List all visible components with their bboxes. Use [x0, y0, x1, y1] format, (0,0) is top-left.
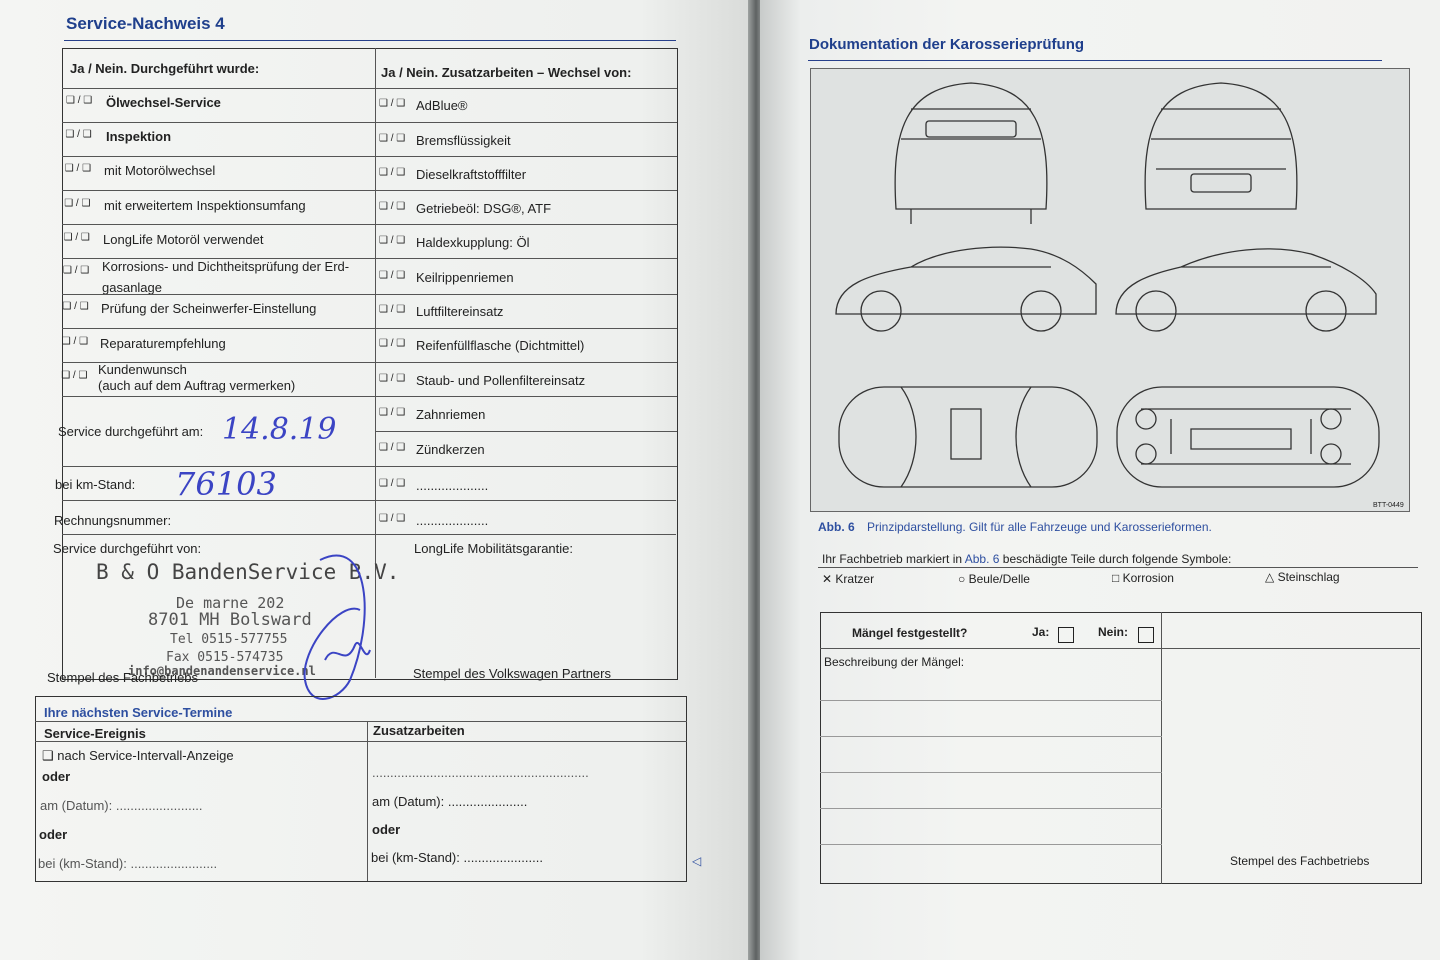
extra-work-label: ....................: [416, 478, 489, 493]
table-row-divider: [375, 122, 677, 123]
service-date-handwritten: 14.8.19: [222, 412, 337, 447]
extra-work-label: Bremsflüssigkeit: [416, 133, 511, 148]
yes-no-checkbox[interactable]: ❑ / ❑: [64, 163, 92, 174]
figure-code: BTT-0449: [1373, 502, 1404, 509]
caption-text: Prinzipdarstellung. Gilt für alle Fahrzeuge und Karosserieformen.: [867, 520, 1212, 534]
stamp-label-workshop: Stempel des Fachbetriebs: [47, 670, 199, 685]
table-row-divider: [375, 224, 677, 225]
dealer-stamp-line: De marne 202: [176, 594, 285, 612]
symbol-scratch: ✕ Kratzer: [822, 572, 875, 586]
symbol-corrosion: □ Korrosion: [1112, 571, 1174, 585]
table-row-divider: [62, 466, 676, 467]
table-row-divider: [62, 328, 376, 329]
invoice-label: Rechnungsnummer:: [54, 513, 172, 528]
service-item-label: mit Motorölwechsel: [104, 163, 216, 178]
extra-work-label: Keilrippenriemen: [416, 270, 514, 285]
service-item-label: Kundenwunsch: [98, 362, 187, 377]
symbol-dent: ○ Beule/Delle: [958, 572, 1030, 586]
next-head-left: Service-Ereignis: [44, 726, 146, 741]
stamp-label-partner: Stempel des Volkswagen Partners: [413, 666, 611, 681]
car-views-drawing: [811, 69, 1409, 511]
next-left-line: oder: [42, 769, 71, 784]
right-page: [760, 0, 1440, 960]
yes-no-checkbox[interactable]: ❑ / ❑: [61, 336, 89, 347]
defects-no-label: Nein:: [1098, 625, 1128, 639]
service-item-label: Ölwechsel-Service: [106, 95, 221, 110]
yes-no-checkbox[interactable]: ❑ / ❑: [63, 232, 90, 243]
page-title-right: Dokumentation der Karosserieprüfung: [809, 36, 1085, 53]
instruction-pre: Ihr Fachbetrieb markiert in: [822, 552, 963, 566]
yes-no-checkbox[interactable]: ❑ / ❑: [61, 370, 88, 381]
extra-work-label: Haldexkupplung: Öl: [416, 235, 530, 250]
table-row-divider: [375, 88, 677, 89]
yes-no-checkbox[interactable]: ❑ / ❑: [66, 95, 93, 106]
defects-question: Mängel festgestellt?: [852, 626, 968, 640]
service-item-label: gasanlage: [102, 280, 162, 295]
extra-work-label: AdBlue®: [416, 98, 468, 113]
table-row-divider: [62, 258, 376, 259]
table-row-divider: [375, 258, 677, 259]
yes-no-checkbox[interactable]: ❑ / ❑: [379, 513, 406, 524]
yes-no-checkbox[interactable]: ❑ / ❑: [63, 265, 90, 276]
yes-no-checkbox[interactable]: ❑ / ❑: [379, 407, 406, 418]
defects-no-checkbox[interactable]: [1138, 627, 1154, 643]
yes-no-checkbox[interactable]: ❑ / ❑: [379, 338, 406, 349]
next-right-line: bei (km-Stand): ......................: [371, 850, 543, 865]
table-head-right: Ja / Nein. Zusatzarbeiten – Wechsel von:: [381, 65, 632, 80]
extra-work-label: Reifenfüllflasche (Dichtmittel): [416, 338, 585, 353]
defects-yes-checkbox[interactable]: [1058, 627, 1074, 643]
page-title: Service-Nachweis 4: [66, 14, 225, 33]
service-item-label: Korrosions- und Dichtheitsprüfung der Erd-: [102, 259, 350, 274]
dealer-stamp-line: Tel 0515-577755: [170, 632, 288, 647]
table-row-divider: [62, 294, 376, 295]
yes-no-checkbox[interactable]: ❑ / ❑: [379, 304, 406, 315]
service-item-label: (auch auf dem Auftrag vermerken): [98, 378, 296, 393]
workshop-stamp-label: Stempel des Fachbetriebs: [1230, 854, 1370, 868]
yes-no-checkbox[interactable]: ❑ / ❑: [379, 167, 406, 178]
table-row-divider: [62, 190, 376, 191]
table-head-left: Ja / Nein. Durchgeführt wurde:: [70, 61, 260, 76]
table-row-divider: [375, 156, 677, 157]
instruction-text: [822, 552, 1231, 566]
caption-number: Abb. 6: [818, 520, 855, 534]
signature-scribble: [280, 540, 380, 710]
dealer-stamp-line: 8701 MH Bolsward: [148, 610, 312, 630]
extra-work-label: ....................: [416, 513, 489, 528]
yes-no-checkbox[interactable]: ❑ / ❑: [64, 198, 91, 209]
extra-work-label: Luftfiltereinsatz: [416, 304, 504, 319]
extra-work-label: Zahnriemen: [416, 407, 486, 422]
longlife-label: LongLife Mobilitätsgarantie:: [414, 541, 573, 556]
yes-no-checkbox[interactable]: ❑ / ❑: [62, 301, 89, 312]
table-row-divider: [62, 122, 376, 123]
service-item-label: LongLife Motoröl verwendet: [103, 232, 264, 247]
table-row-divider: [62, 156, 376, 157]
defects-description-label: Beschreibung der Mängel:: [824, 655, 965, 669]
yes-no-checkbox[interactable]: ❑ / ❑: [379, 235, 406, 246]
next-right-line: am (Datum): ......................: [372, 794, 528, 809]
next-right-line: ............................................................: [372, 765, 589, 780]
yes-no-checkbox[interactable]: ❑ / ❑: [379, 98, 406, 109]
table-row-divider: [62, 224, 376, 225]
service-date-label: Service durchgeführt am:: [58, 424, 204, 439]
extra-work-label: Staub- und Pollenfiltereinsatz: [416, 373, 586, 388]
table-row-divider: [62, 396, 376, 397]
yes-no-checkbox[interactable]: ❑ / ❑: [379, 133, 406, 144]
symbol-stonechip: △ Steinschlag: [1265, 570, 1340, 584]
service-item-label: Inspektion: [106, 129, 172, 144]
dealer-stamp-name: B & O BandenService B.V.: [96, 560, 400, 584]
title-rule: [64, 40, 676, 41]
table-row-divider: [375, 396, 677, 397]
next-service-table: [35, 696, 687, 882]
next-service-title: Ihre nächsten Service-Termine: [44, 705, 233, 720]
table-row-divider: [62, 362, 376, 363]
table-row-divider: [375, 294, 677, 295]
yes-no-checkbox[interactable]: ❑ / ❑: [65, 129, 92, 140]
title-rule-right: [808, 60, 1382, 61]
km-label: bei km-Stand:: [55, 477, 136, 492]
next-left-line: am (Datum): ........................: [40, 798, 203, 813]
extra-work-label: Dieselkraftstofffilter: [416, 167, 527, 182]
continue-arrow-icon: ◁: [692, 854, 702, 868]
dealer-stamp-line: Fax 0515-574735: [166, 650, 284, 665]
yes-no-checkbox[interactable]: ❑ / ❑: [379, 478, 406, 489]
table-row-divider: [375, 328, 677, 329]
instruction-link: Abb. 6: [964, 552, 1000, 566]
yes-no-checkbox[interactable]: ❑ / ❑: [379, 373, 406, 384]
table-row-divider: [375, 190, 677, 191]
yes-no-checkbox[interactable]: ❑ / ❑: [379, 270, 406, 281]
car-diagram: [810, 68, 1410, 512]
service-item-label: Reparaturempfehlung: [100, 336, 226, 351]
table-row-divider: [62, 88, 376, 89]
next-left-line: oder: [39, 827, 68, 842]
km-handwritten: 76103: [175, 465, 277, 503]
extra-work-label: Getriebeöl: DSG®, ATF: [416, 201, 552, 216]
table-row-divider: [375, 431, 677, 432]
yes-no-checkbox[interactable]: ❑ / ❑: [379, 201, 406, 212]
next-left-line: bei (km-Stand): ........................: [38, 856, 218, 871]
instruction-post: beschädigte Teile durch folgende Symbole:: [1002, 552, 1232, 566]
next-left-line: ❑ nach Service-Intervall-Anzeige: [42, 748, 234, 763]
next-head-right: Zusatzarbeiten: [373, 723, 465, 738]
service-item-label: mit erweitertem Inspektionsumfang: [104, 198, 306, 213]
extra-work-label: Zündkerzen: [416, 442, 485, 457]
defects-yes-label: Ja:: [1032, 625, 1050, 639]
dealer-stamp-line: info@bandenandenservice.nl: [128, 664, 316, 678]
yes-no-checkbox[interactable]: ❑ / ❑: [379, 442, 406, 453]
table-row-divider: [375, 362, 677, 363]
next-right-line: oder: [372, 822, 401, 837]
service-item-label: Prüfung der Scheinwerfer-Einstellung: [101, 301, 317, 316]
performed-by-label: Service durchgeführt von:: [53, 541, 202, 556]
